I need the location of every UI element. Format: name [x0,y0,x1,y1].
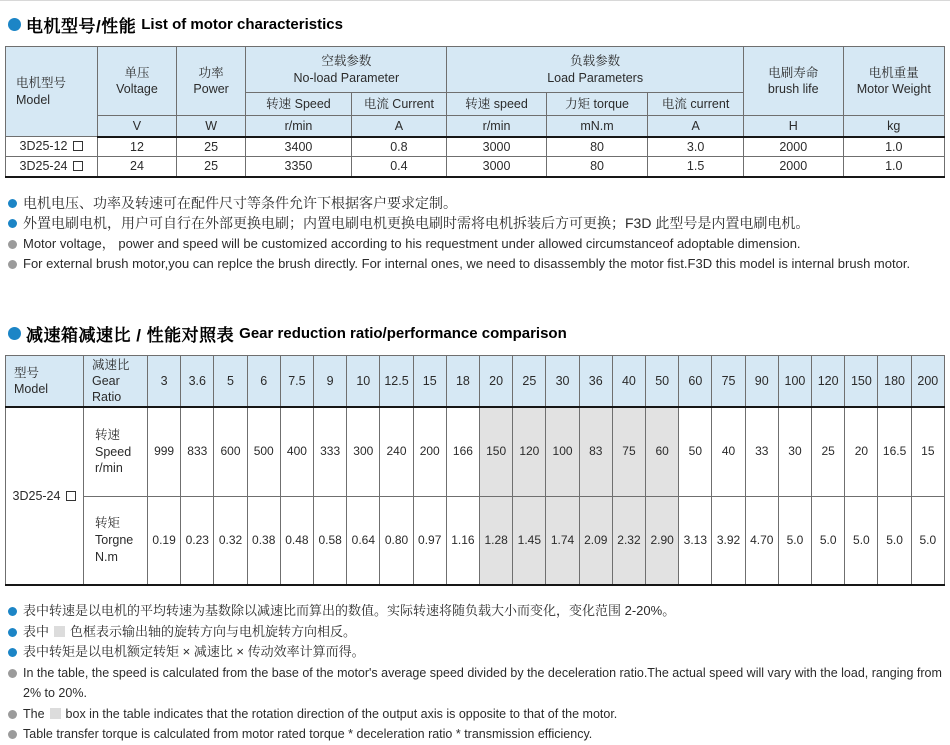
gear-ratio-header: 10 [347,355,380,407]
gear-ratio-header: 12.5 [380,355,413,407]
gear-speed-cell: 300 [347,407,380,496]
load-current-cell: 3.0 [648,137,744,157]
gear-ratio-header: 150 [845,355,878,407]
note-line: 表中转速是以电机的平均转速为基数除以减速比而算出的数值。实际转速将随负载大小而变化，变化范围 2-20%。 [8,601,950,622]
gear-ratio-header: 3 [148,355,181,407]
gear-torque-cell: 2.32 [612,496,645,585]
gear-ratio-header: 9 [314,355,347,407]
gear-speed-cell: 833 [181,407,214,496]
gear-torque-cell: 0.48 [280,496,313,585]
gear-torque-cell: 1.74 [546,496,579,585]
gear-speed-cell: 240 [380,407,413,496]
gear-speed-cell: 16.5 [878,407,911,496]
gear-torque-cell: 1.45 [513,496,546,585]
variant-box-icon [73,141,83,151]
unit-voltage: V [98,116,177,137]
power-cell: 25 [176,157,245,177]
gear-ratio-header: 30 [546,355,579,407]
gear-ratio-header: 180 [878,355,911,407]
gear-ratio-header: 3.6 [181,355,214,407]
gear-ratio-header: 120 [812,355,845,407]
motor-section-title-zh: 电机型号/性能 [26,17,137,36]
gear-speed-cell: 20 [845,407,878,496]
note-line: Motor voltage， power and speed will be customized according to his requestment under allowed circumstanceof adoptable dimension. [8,234,950,255]
gear-section-title [8,321,950,346]
bullet-icon [8,199,17,208]
note-line: The box in the table indicates that the rotation direction of the output axis is opposite to that of the motor. [8,704,950,725]
gray-box-legend-icon [54,626,65,637]
gear-ratio-header: 36 [579,355,612,407]
gear-speed-cell: 400 [280,407,313,496]
note-line: For external brush motor,you can replce the brush directly. For internal ones, we need to disassembly the motor fist.F3D this model is internal brush motor. [8,254,950,275]
gear-torque-cell: 5.0 [778,496,811,585]
note-line: 电机电压、功率及转速可在配件尺寸等条件允许下根据客户要求定制。 [8,193,950,214]
variant-box-icon [66,491,76,501]
gear-torque-cell: 5.0 [845,496,878,585]
gear-speed-cell: 40 [712,407,745,496]
gear-ratio-header: 6 [247,355,280,407]
gear-ratio-header: 7.5 [280,355,313,407]
brush-life-cell: 2000 [744,137,844,157]
note-line: Table transfer torque is calculated from motor rated torque * deceleration ratio * transmission efficiency. [8,724,950,745]
gear-torque-cell: 5.0 [812,496,845,585]
col-header-brush-life: 电刷寿命 brush life [744,47,844,116]
gear-speed-cell: 75 [612,407,645,496]
gear-speed-cell: 200 [413,407,446,496]
note-line: 表中转矩是以电机额定转矩 × 减速比 × 传动效率计算而得。 [8,642,950,663]
weight-cell: 1.0 [843,137,944,157]
gear-reduction-table [5,355,945,587]
gear-torque-cell: 0.19 [148,496,181,585]
col-header-noload-speed: 转速 Speed [246,93,351,116]
gear-speed-cell: 600 [214,407,247,496]
load-speed-cell: 3000 [447,157,547,177]
unit-weight: kg [843,116,944,137]
speed-row-label: 转速 Speed r/min [84,407,148,496]
gray-box-legend-icon [50,708,61,719]
gear-torque-cell: 0.97 [413,496,446,585]
gear-ratio-header: 25 [513,355,546,407]
unit-load-current: A [648,116,744,137]
unit-power: W [176,116,245,137]
gear-section-title-en: Gear reduction ratio/performance comparison [239,324,567,342]
gear-torque-row [6,496,945,585]
power-cell: 25 [176,137,245,157]
bullet-icon [8,18,21,31]
noload-current-cell: 0.8 [351,137,447,157]
model-cell: 3D25-12 [6,137,98,157]
unit-load-torque: mN.m [546,116,647,137]
gear-torque-cell: 0.58 [314,496,347,585]
col-header-load-speed: 转速 speed [447,93,547,116]
bullet-icon [8,669,17,678]
gear-speed-cell: 60 [646,407,679,496]
motor-section-title-en: List of motor characteristics [141,16,343,33]
col-header-gear-ratio: 减速比 Gear Ratio [84,355,148,407]
torque-row-label: 转矩 Torgne N.m [84,496,148,585]
gear-model-cell: 3D25-24 [6,407,84,585]
load-torque-cell: 80 [546,137,647,157]
load-speed-cell: 3000 [447,137,547,157]
variant-box-icon [73,161,83,171]
gear-torque-cell: 0.80 [380,496,413,585]
gear-speed-cell: 30 [778,407,811,496]
col-header-load-current: 电流 current [648,93,744,116]
col-header-noload-current: 电流 Current [351,93,447,116]
motor-characteristics-table [5,46,945,178]
gear-speed-cell: 50 [679,407,712,496]
gear-speed-cell: 120 [513,407,546,496]
gear-notes [8,601,950,745]
gear-torque-cell: 1.28 [480,496,513,585]
bullet-icon [8,628,17,637]
unit-noload-current: A [351,116,447,137]
col-header-model: 电机型号 Model [6,47,98,137]
gear-speed-cell: 999 [148,407,181,496]
noload-speed-cell: 3350 [246,157,351,177]
gear-torque-cell: 0.38 [247,496,280,585]
weight-cell: 1.0 [843,157,944,177]
gear-speed-cell: 333 [314,407,347,496]
gear-ratio-header: 200 [911,355,944,407]
gear-speed-cell: 33 [745,407,778,496]
group-header-noload: 空载参数 No-load Parameter [246,47,447,93]
bullet-icon [8,710,17,719]
voltage-cell: 12 [98,137,177,157]
gear-ratio-header: 18 [446,355,479,407]
unit-load-speed: r/min [447,116,547,137]
gear-torque-cell: 2.09 [579,496,612,585]
bullet-icon [8,219,17,228]
motor-row-3d25-12 [6,137,945,157]
gear-torque-cell: 3.13 [679,496,712,585]
bullet-icon [8,730,17,739]
gear-speed-cell: 500 [247,407,280,496]
noload-current-cell: 0.4 [351,157,447,177]
gear-torque-cell: 2.90 [646,496,679,585]
col-header-weight: 电机重量 Motor Weight [843,47,944,116]
group-header-load: 负载参数 Load Parameters [447,47,744,93]
gear-speed-cell: 166 [446,407,479,496]
motor-notes [8,193,950,275]
gear-torque-cell: 1.16 [446,496,479,585]
note-line: In the table, the speed is calculated from the base of the motor's average speed divided by the deceleration ratio.The actual speed will vary with the load, ranging from 2% to 20%. [8,663,950,704]
motor-row-3d25-24 [6,157,945,177]
load-torque-cell: 80 [546,157,647,177]
model-cell: 3D25-24 [6,157,98,177]
unit-brush-life: H [744,116,844,137]
gear-torque-cell: 0.32 [214,496,247,585]
gear-speed-cell: 25 [812,407,845,496]
gear-ratio-header: 15 [413,355,446,407]
col-header-load-torque: 力矩 torque [546,93,647,116]
gear-ratio-header: 100 [778,355,811,407]
gear-section-title-zh: 减速箱减速比 / 性能对照表 [26,325,235,345]
gear-ratio-header: 50 [646,355,679,407]
gear-speed-cell: 83 [579,407,612,496]
note-line: 表中 色框表示输出轴的旋转方向与电机旋转方向相反。 [8,622,950,643]
brush-life-cell: 2000 [744,157,844,177]
gear-speed-cell: 100 [546,407,579,496]
gear-torque-cell: 5.0 [911,496,944,585]
motor-section-title [8,12,950,37]
gear-ratio-header: 75 [712,355,745,407]
gear-speed-cell: 15 [911,407,944,496]
col-header-voltage: 单压 Voltage [98,47,177,116]
gear-torque-cell: 4.70 [745,496,778,585]
voltage-cell: 24 [98,157,177,177]
unit-noload-speed: r/min [246,116,351,137]
bullet-icon [8,607,17,616]
note-line: 外置电刷电机，用户可自行在外部更换电刷；内置电刷电机更换电刷时需将电机拆装后方可更换；F3D 此型号是内置电刷电机。 [8,213,950,234]
col-header-power: 功率 Power [176,47,245,116]
bullet-icon [8,260,17,269]
gear-ratio-header: 40 [612,355,645,407]
gear-ratio-header: 5 [214,355,247,407]
gear-torque-cell: 0.23 [181,496,214,585]
bullet-icon [8,240,17,249]
bullet-icon [8,648,17,657]
noload-speed-cell: 3400 [246,137,351,157]
gear-torque-cell: 5.0 [878,496,911,585]
load-current-cell: 1.5 [648,157,744,177]
col-header-gear-model: 型号 Model [6,355,84,407]
bullet-icon [8,327,21,340]
gear-speed-cell: 150 [480,407,513,496]
gear-ratio-header: 90 [745,355,778,407]
gear-torque-cell: 3.92 [712,496,745,585]
gear-torque-cell: 0.64 [347,496,380,585]
gear-ratio-header: 20 [480,355,513,407]
gear-ratio-header: 60 [679,355,712,407]
gear-speed-row [6,407,945,496]
